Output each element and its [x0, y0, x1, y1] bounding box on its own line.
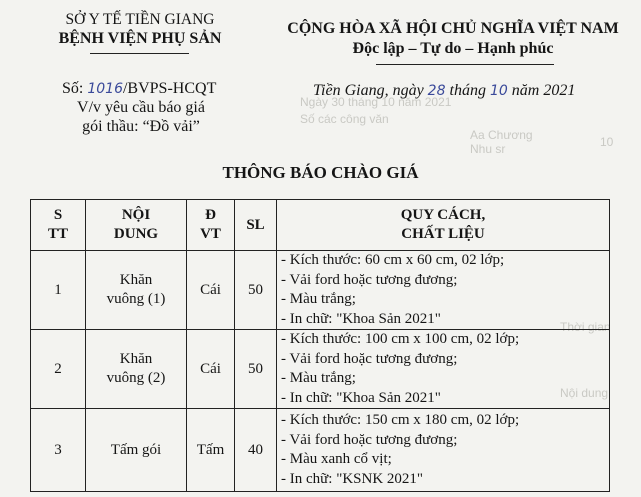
table-row [31, 330, 610, 409]
row-name-line-1: Tấm gói [110, 441, 162, 458]
row-stt: 3 [31, 409, 86, 492]
date-month-label: tháng [449, 82, 486, 99]
header-spec [277, 200, 610, 251]
date-day-handwritten: 28 [427, 83, 446, 99]
date-place: Tiền Giang, ngày [313, 82, 424, 99]
row-name-line-1: Khăn [119, 351, 153, 367]
document-title: THÔNG BÁO CHÀO GIÁ [222, 163, 419, 182]
header-qty [235, 200, 277, 251]
row-spec [277, 409, 610, 492]
doc-number-handwritten: 1016 [87, 81, 123, 97]
header-stt-line-1: S [53, 207, 63, 223]
row-qty: 50 [235, 330, 277, 409]
spec-line: - In chữ: "Khoa Sản 2021" [281, 389, 441, 406]
date-year: năm 2021 [511, 82, 576, 99]
header-spec-line-1: QUY CÁCH, [400, 207, 486, 223]
issue-date [313, 82, 575, 100]
header-unit-line-1: Đ [205, 207, 216, 223]
spec-line: - Kích thước: 150 cm x 180 cm, 02 lớp; [281, 412, 520, 428]
hospital-name: BỆNH VIỆN PHỤ SẢN [58, 30, 222, 47]
row-name-line-1: Khăn [119, 272, 153, 288]
subject-line-1: V/v yêu cầu báo giá [77, 99, 205, 116]
doc-number-prefix: Số: [62, 80, 84, 97]
national-title: CỘNG HÒA XÃ HỘI CHỦ NGHĨA VIỆT NAM [287, 20, 619, 37]
header-qty-label: SL [246, 216, 265, 233]
header-unit [187, 200, 235, 251]
row-name [86, 330, 187, 409]
hospital-underline [90, 53, 189, 54]
spec-line: - In chữ: "Khoa Sản 2021" [281, 310, 441, 327]
row-name-line-2: vuông (2) [106, 370, 166, 386]
table-row [31, 409, 610, 492]
row-stt: 2 [31, 330, 86, 409]
spec-line: - Màu trắng; [281, 291, 356, 307]
national-motto: Độc lập – Tự do – Hạnh phúc [352, 40, 554, 57]
row-unit: Cái [187, 251, 235, 330]
row-unit: Tấm [187, 409, 235, 492]
spec-line: - Màu xanh cổ vịt; [281, 451, 392, 467]
motto-underline [376, 64, 554, 65]
header-content-line-2: DUNG [113, 226, 159, 242]
spec-line: - Màu trắng; [281, 370, 356, 386]
table-row [31, 251, 610, 330]
row-spec [277, 251, 610, 330]
row-stt: 1 [31, 251, 86, 330]
table-header-row [31, 200, 610, 251]
row-unit: Cái [187, 330, 235, 409]
spec-line: - Kích thước: 100 cm x 100 cm, 02 lớp; [281, 331, 520, 347]
department-name: SỞ Y TẾ TIỀN GIANG [65, 11, 215, 28]
row-spec [277, 330, 610, 409]
date-month-handwritten: 10 [489, 83, 508, 99]
spec-line: - Kích thước: 60 cm x 60 cm, 02 lớp; [281, 252, 505, 268]
row-qty: 40 [235, 409, 277, 492]
row-name [86, 409, 187, 492]
subject-line-2: gói thầu: “Đồ vải” [82, 118, 200, 135]
bid-items-table [30, 199, 610, 492]
header-stt-line-2: TT [47, 226, 68, 242]
document-number [62, 80, 216, 98]
row-name [86, 251, 187, 330]
spec-line: - Vải ford hoặc tương đương; [281, 271, 458, 288]
spec-line: - Vải ford hoặc tương đương; [281, 431, 458, 448]
row-qty: 50 [235, 251, 277, 330]
header-spec-line-2: CHẤT LIỆU [401, 226, 485, 242]
header-content [86, 200, 187, 251]
spec-line: - In chữ: "KSNK 2021" [281, 470, 424, 487]
header-unit-line-2: VT [200, 226, 221, 242]
spec-line: - Vải ford hoặc tương đương; [281, 350, 458, 367]
row-name-line-2: vuông (1) [106, 291, 166, 307]
header-stt [31, 200, 86, 251]
header-content-line-1: NỘI [121, 207, 151, 223]
doc-number-suffix: /BVPS-HCQT [122, 80, 217, 97]
